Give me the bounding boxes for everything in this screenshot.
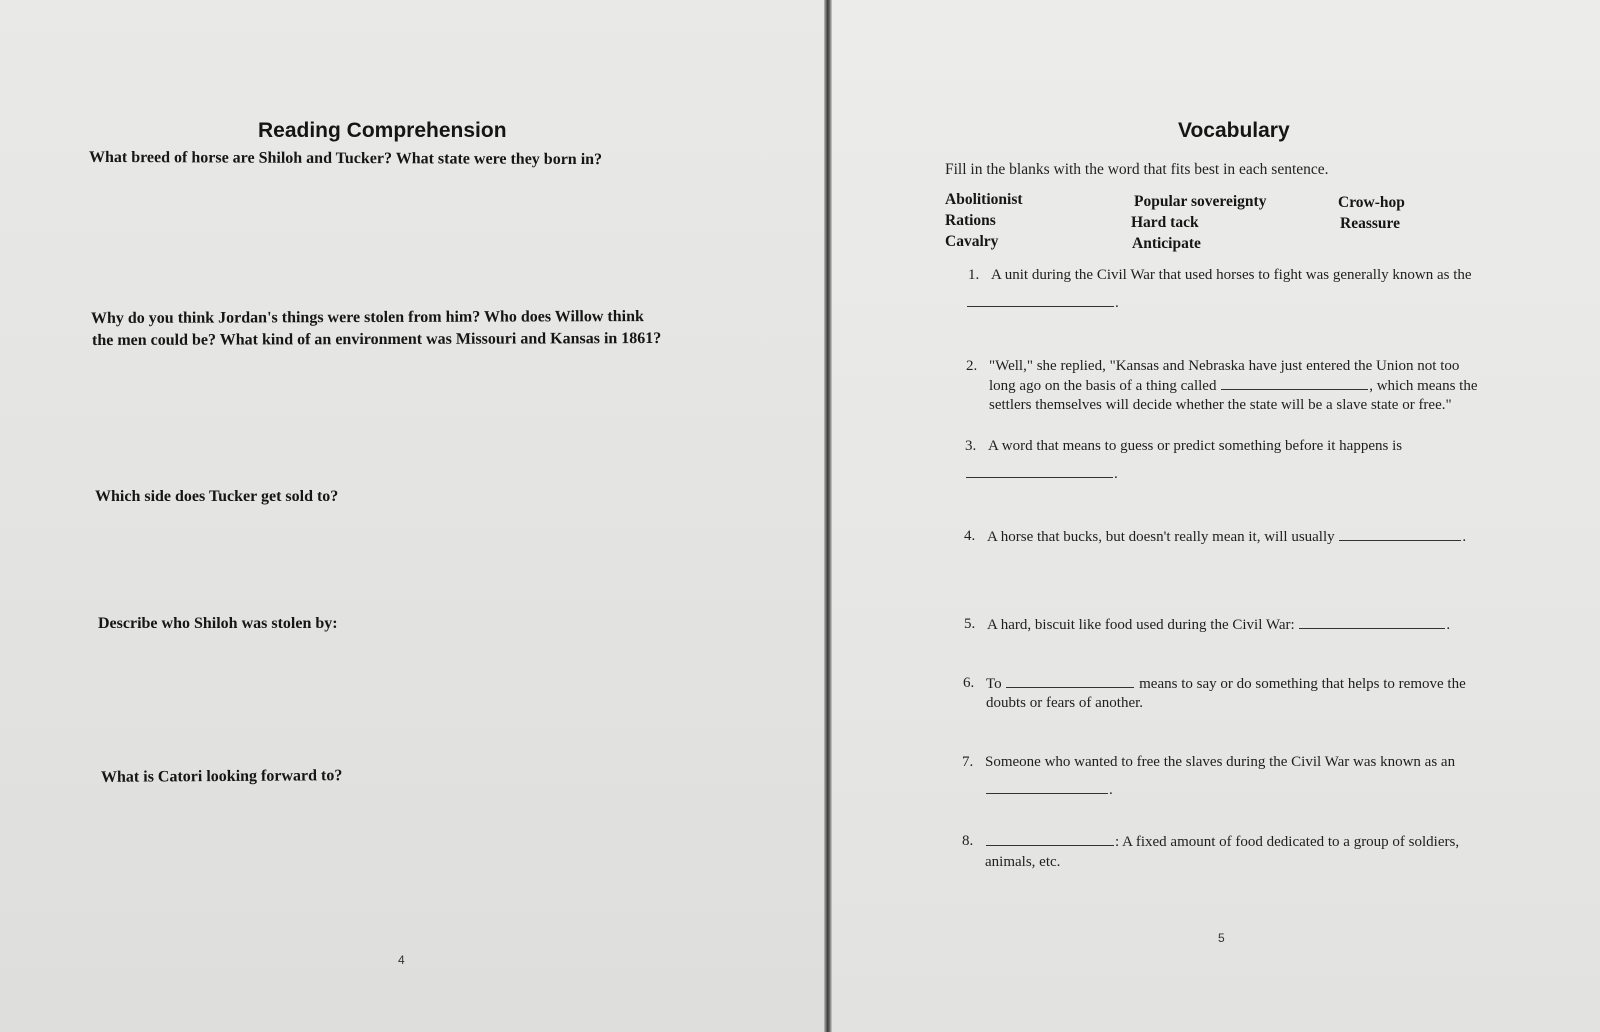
item-text: long ago on the basis of a thing called <box>989 378 1217 394</box>
question-1: What breed of horse are Shiloh and Tucker? What state were they born in? <box>88 148 603 169</box>
word-abolitionist: Abolitionist <box>945 191 1023 208</box>
vocab-item-3-blank-line <box>965 463 1118 484</box>
page-number-left: 4 <box>398 953 405 967</box>
item-number: 2. <box>966 358 978 374</box>
question-2-line-1: Why do you think Jordan's things were stolen from him? Who does Willow think <box>90 308 644 327</box>
answer-blank[interactable] <box>1221 375 1368 390</box>
word-popular-sovereignty: Popular sovereignty <box>1134 193 1267 210</box>
item-text <box>987 614 1450 635</box>
item-text: A word that means to guess or predict something before it happens is <box>988 438 1403 454</box>
answer-blank[interactable] <box>1006 673 1134 688</box>
book-gutter <box>824 0 832 1032</box>
answer-blank[interactable] <box>986 779 1108 794</box>
item-number: 4. <box>964 528 976 544</box>
question-3: Which side does Tucker get sold to? <box>95 488 339 505</box>
item-number: 6. <box>963 675 975 691</box>
item-punctuation: . <box>1114 466 1118 482</box>
page-number-right: 5 <box>1218 931 1225 945</box>
vocab-item-1-blank-line <box>966 292 1119 313</box>
item-text-line-1: "Well," she replied, "Kansas and Nebraska have just entered the Union not too <box>989 358 1460 374</box>
answer-blank[interactable] <box>1299 614 1445 629</box>
item-number: 7. <box>962 754 974 770</box>
item-punctuation: . <box>1446 617 1451 633</box>
vocab-item-8-line-2: animals, etc. <box>985 854 1061 870</box>
answer-blank[interactable] <box>967 292 1114 307</box>
item-text-start: To <box>986 676 1002 692</box>
item-punctuation: . <box>1115 295 1119 311</box>
item-number: 1. <box>968 267 980 283</box>
answer-blank[interactable] <box>1339 526 1461 541</box>
answer-blank[interactable] <box>966 463 1113 478</box>
vocab-item-7-blank-line <box>985 779 1113 800</box>
item-text-end: means to say or do something that helps to remove the <box>1139 676 1466 692</box>
answer-blank[interactable] <box>986 831 1114 846</box>
reading-comprehension-heading: Reading Comprehension <box>258 119 507 142</box>
item-text <box>987 526 1466 547</box>
word-reassure: Reassure <box>1340 215 1400 232</box>
vocab-item-2-line-3: settlers themselves will decide whether the state will be a slave state or free." <box>989 397 1452 413</box>
item-number: 5. <box>964 616 976 632</box>
item-text: Someone who wanted to free the slaves during the Civil War was known as an <box>985 754 1456 770</box>
item-text <box>986 673 1466 694</box>
word-cavalry: Cavalry <box>945 233 999 250</box>
question-4: Describe who Shiloh was stolen by: <box>98 615 338 632</box>
word-rations: Rations <box>945 212 996 229</box>
item-text <box>985 831 1459 852</box>
item-punctuation: . <box>1109 782 1113 798</box>
item-punctuation: . <box>1462 529 1467 545</box>
item-text: , which means the <box>1369 378 1478 394</box>
item-text-main: A hard, biscuit like food used during the Civil War: <box>987 617 1295 633</box>
word-crow-hop: Crow-hop <box>1338 194 1405 211</box>
question-2-line-2: the men could be? What kind of an environment was Missouri and Kansas in 1861? <box>91 330 662 349</box>
vocabulary-heading: Vocabulary <box>1178 119 1290 142</box>
instructions: Fill in the blanks with the word that fits best in each sentence. <box>945 161 1329 178</box>
vocab-item-2-line-2 <box>989 375 1478 396</box>
question-5: What is Catori looking forward to? <box>100 767 343 786</box>
word-anticipate: Anticipate <box>1132 235 1201 252</box>
item-text-main: A horse that bucks, but doesn't really mean it, will usually <box>987 529 1335 545</box>
item-text-end: : A fixed amount of food dedicated to a group of soldiers, <box>1115 834 1460 850</box>
vocab-item-6-line-2: doubts or fears of another. <box>986 695 1144 711</box>
word-hard-tack: Hard tack <box>1131 214 1199 231</box>
right-page <box>832 0 1600 1032</box>
item-number: 8. <box>962 833 974 849</box>
item-number: 3. <box>965 438 977 454</box>
item-text: A unit during the Civil War that used horses to fight was generally known as the <box>991 267 1472 283</box>
